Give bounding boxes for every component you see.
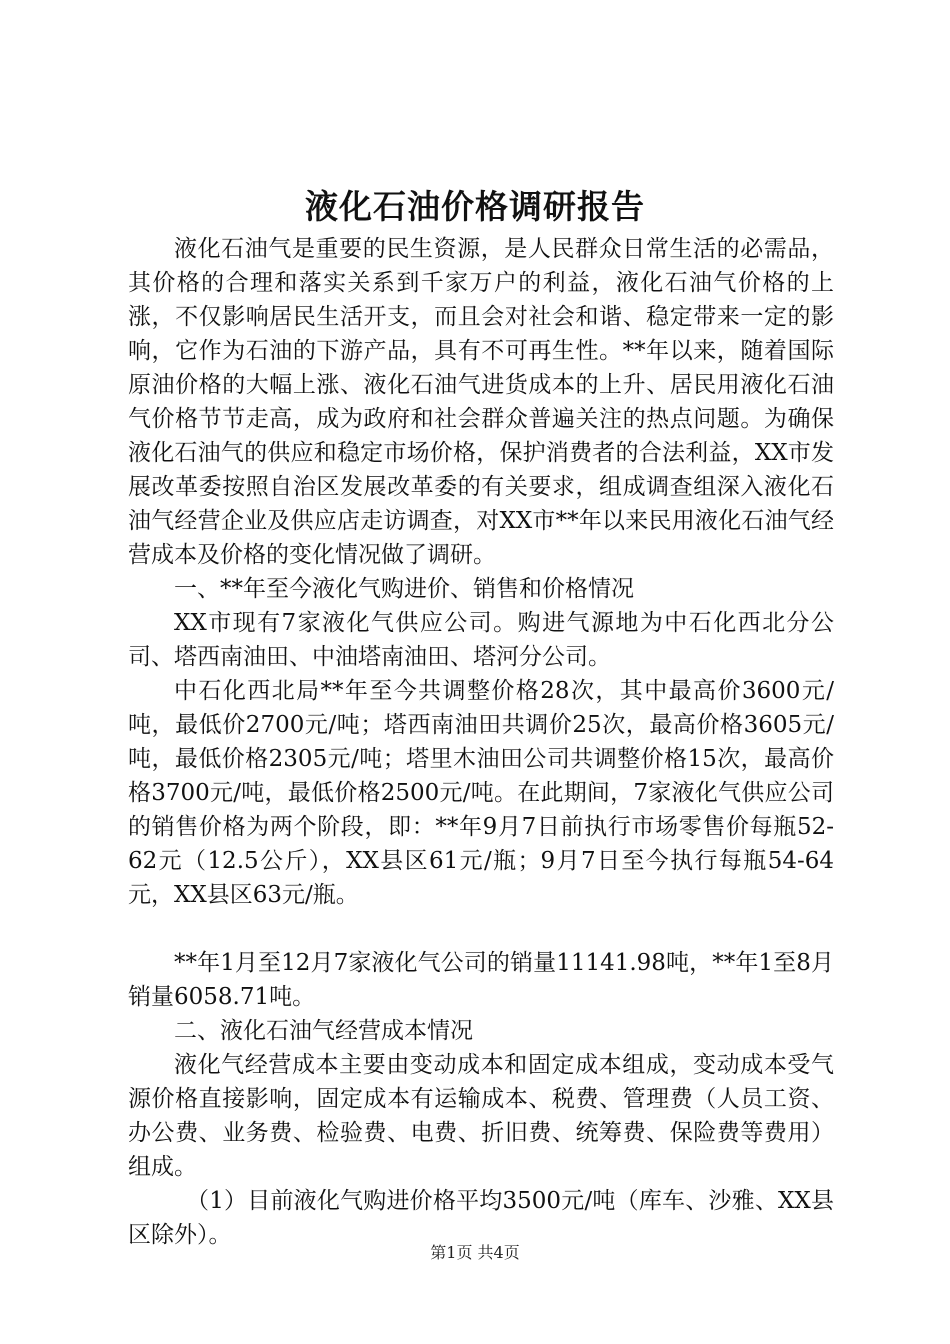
section-heading-2: 二、液化石油气经营成本情况 xyxy=(174,1018,473,1044)
paragraph-sales-volume: **年1月至12月7家液化气公司的销量11141.98吨，**年1至8月销量6058.71吨。 xyxy=(128,950,834,1010)
paragraph-suppliers: XX市现有7家液化气供应公司。购进气源地为中石化西北分公司、塔西南油田、中油塔南油田、塔河分公司。 xyxy=(128,610,834,670)
paragraph-cost-structure: 液化气经营成本主要由变动成本和固定成本组成，变动成本受气源价格直接影响，固定成本有运输成本、税费、管理费（人员工资、办公费、业务费、检验费、电费、折旧费、统筹费、保险费等费用）组成。 xyxy=(128,1052,834,1180)
paragraph-purchase-price: （1）目前液化气购进价格平均3500元/吨（库车、沙雅、XX县区除外）。 xyxy=(128,1188,834,1248)
paragraph-price-adjustments: 中石化西北局**年至今共调整价格28次，其中最高价3600元/吨，最低价2700元/吨；塔西南油田共调价25次，最高价格3605元/吨，最低价格2305元/吨；塔里木油田公司共调整价格15次，最高价格3700元/吨，最低价格2500元/吨。在此期间，7家液化气供应公司的销售价格为两个阶段，即：**年9月7日前执行市场零售价每瓶52-62元（12.5公斤），XX县区61元/瓶；9月7日至今执行每瓶54-64元，XX县区63元/瓶。 xyxy=(128,678,834,908)
page-footer: 第1页 共4页 xyxy=(430,1243,520,1262)
document-body xyxy=(128,232,834,1252)
document-title: 液化石油价格调研报告 xyxy=(305,187,645,226)
paragraph-intro: 液化石油气是重要的民生资源，是人民群众日常生活的必需品，其价格的合理和落实关系到千家万户的利益，液化石油气价格的上涨，不仅影响居民生活开支，而且会对社会和谐、稳定带来一定的影响，它作为石油的下游产品，具有不可再生性。**年以来，随着国际原油价格的大幅上涨、液化石油气进货成本的上升、居民用液化石油气价格节节走高，成为政府和社会群众普遍关注的热点问题。为确保液化石油气的供应和稳定市场价格，保护消费者的合法利益，XX市发展改革委按照自治区发展改革委的有关要求，组成调查组深入液化石油气经营企业及供应店走访调查，对XX市**年以来民用液化石油气经营成本及价格的变化情况做了调研。 xyxy=(128,236,834,568)
section-heading-1: 一、**年至今液化气购进价、销售和价格情况 xyxy=(174,576,634,602)
